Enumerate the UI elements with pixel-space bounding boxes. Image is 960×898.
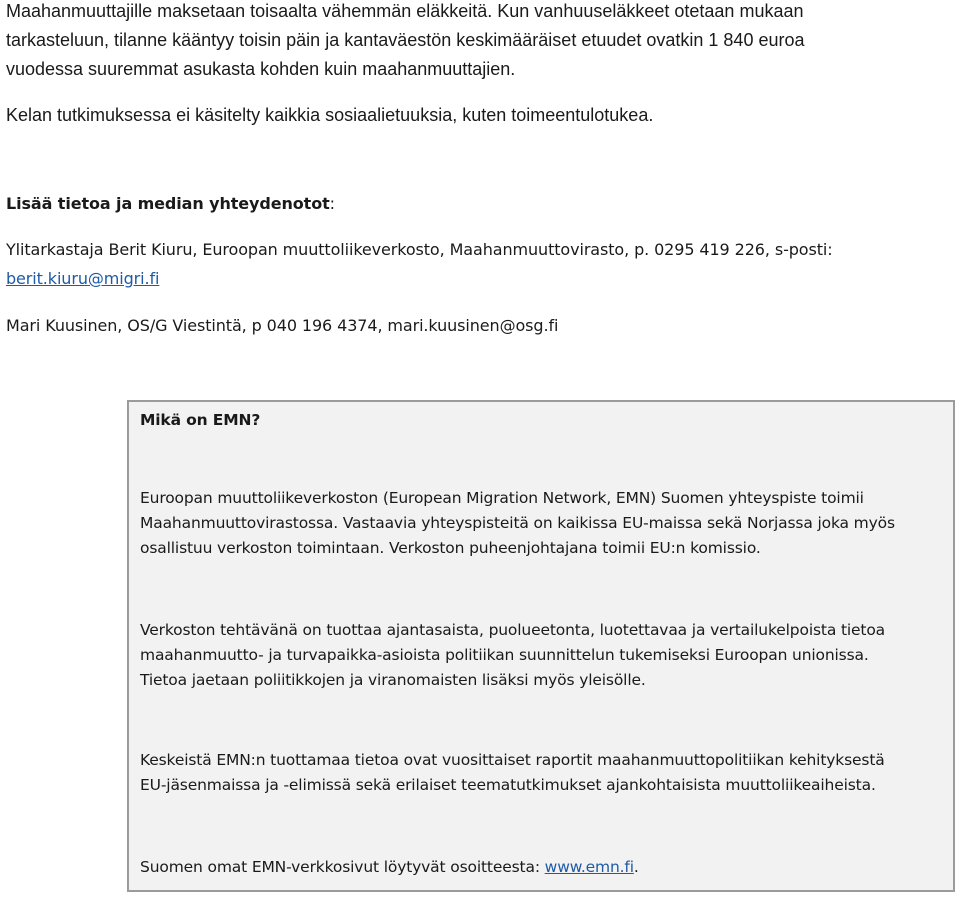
emn-para3-line-2: EU-jäsenmaissa ja -elimissä sekä erilaiset teematutkimukset ajankohtaisista muuttoliikeaiheista. — [140, 776, 876, 794]
intro-line-2: tarkasteluun, tilanne kääntyy toisin päin ja kantaväestön keskimääräiset etuudet ovatkin 1 840 euroa — [6, 30, 805, 50]
emn-para2-line-2: maahanmuutto- ja turvapaikka-asioista politiikan suunnittelun tukemiseksi Euroopan unionissa. — [140, 646, 869, 664]
contacts-heading-suffix: : — [329, 194, 335, 213]
emn-para1-line-2: Maahanmuuttovirastossa. Vastaavia yhteyspisteitä on kaikissa EU-maissa sekä Norjassa joka myös — [140, 514, 895, 532]
emn-para4-prefix: Suomen omat EMN-verkkosivut löytyvät osoitteesta: — [140, 858, 545, 876]
emn-info-box — [127, 400, 955, 892]
emn-para1-line-1: Euroopan muuttoliikeverkoston (European Migration Network, EMN) Suomen yhteyspiste toimii — [140, 489, 864, 507]
emn-para4-line — [140, 855, 639, 879]
contact-kiuru-email-line — [6, 266, 159, 292]
emn-para3-line-1: Keskeistä EMN:n tuottamaa tietoa ovat vuosittaiset raportit maahanmuuttopolitiikan kehityksestä — [140, 751, 885, 769]
intro-note: Kelan tutkimuksessa ei käsitelty kaikkia sosiaalietuuksia, kuten toimeentulotukea. — [6, 105, 654, 125]
emn-para1-line-3: osallistuu verkoston toimintaan. Verkoston puheenjohtajana toimii EU:n komissio. — [140, 539, 761, 557]
emn-para2-line-3: Tietoa jaetaan poliitikkojen ja viranomaisten lisäksi myös yleisölle. — [140, 671, 646, 689]
intro-line-1: Maahanmuuttajille maksetaan toisaalta vähemmän eläkkeitä. Kun vanhuuseläkkeet otetaan mukaan — [6, 1, 804, 21]
contacts-heading — [6, 191, 335, 217]
emn-para4-suffix: . — [633, 858, 639, 876]
intro-line-3: vuodessa suuremmat asukasta kohden kuin maahanmuuttajien. — [6, 59, 516, 79]
email-link-kiuru[interactable]: berit.kiuru@migri.fi — [6, 269, 160, 288]
emn-website-link[interactable]: www.emn.fi — [544, 858, 634, 876]
contact-kuusinen-line: Mari Kuusinen, OS/G Viestintä, p 040 196 4374, mari.kuusinen@osg.fi — [6, 316, 559, 335]
contacts-heading-text: Lisää tietoa ja median yhteydenotot — [6, 194, 330, 213]
contact-kiuru-line: Ylitarkastaja Berit Kiuru, Euroopan muuttoliikeverkosto, Maahanmuuttovirasto, p. 0295 419 226, s-posti: — [6, 240, 833, 259]
emn-box-title: Mikä on EMN? — [140, 411, 261, 429]
emn-para2-line-1: Verkoston tehtävänä on tuottaa ajantasaista, puolueetonta, luotettavaa ja vertailukelpoista tietoa — [140, 621, 886, 639]
